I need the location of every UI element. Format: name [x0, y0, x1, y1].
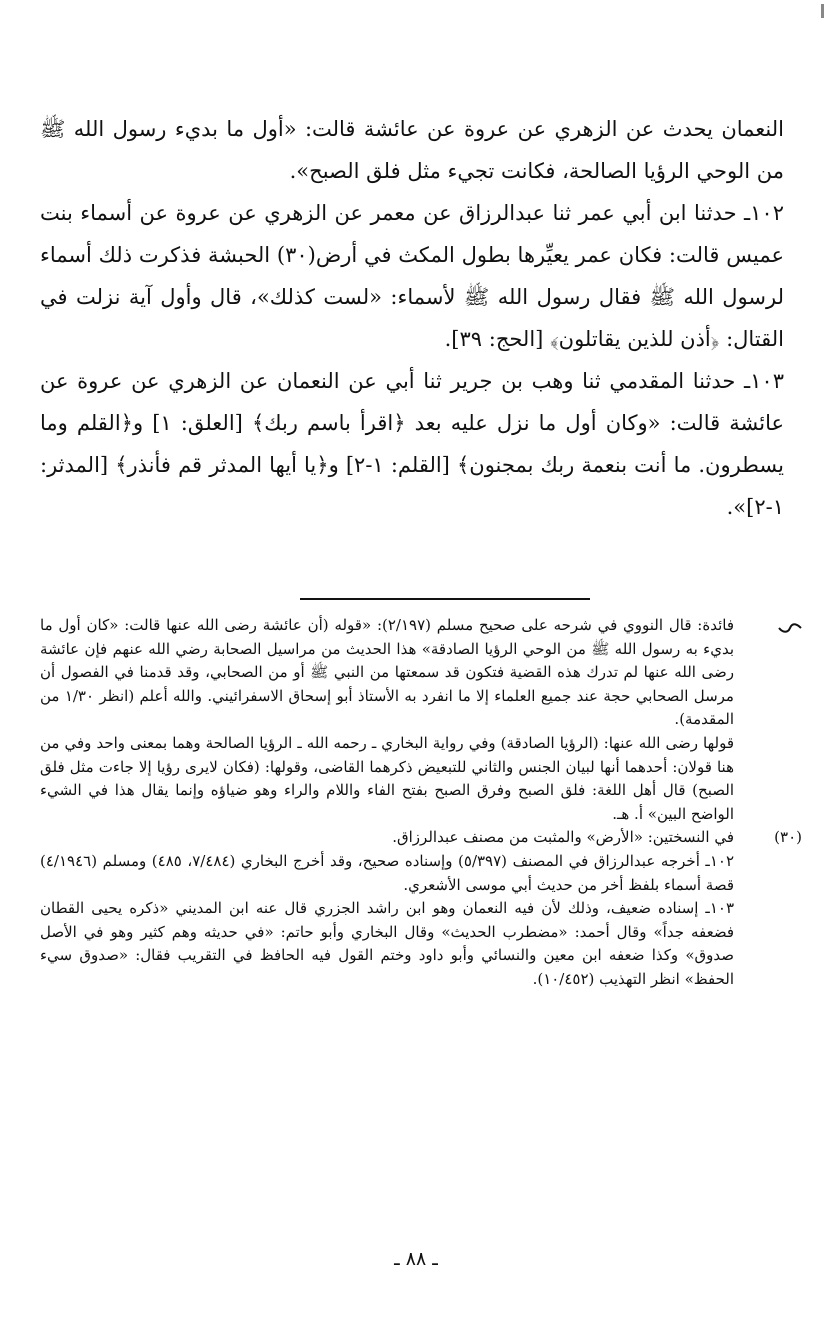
footnote-30-text: في النسختين: «الأرض» والمثبت من مصنف عبدالرزاق.: [392, 828, 734, 847]
footnote-number: (٣٠): [774, 828, 802, 847]
page-number: ـ ٨٨ ـ: [394, 1248, 438, 1270]
footnote-fayda-text-1: فائدة: قال النووي في شرحه على صحيح مسلم (٢/١٩٧): «قوله (أن عائشة رضى الله عنها قالت: «كان أول ما بديء به رسول الله ﷺ من الوحي الرؤيا الصادقة» هذا الحديث من مراسيل الصحابة رضي الله عنهم فإن عائشة رضى الله عنها لم تدرك هذه القضية فتكون قد سمعتها من النبي ﷺ أو من الصحابي، وقد قدمنا في الفصول أن مرسل الصحابي حجة عند جميع العلماء إلا ما انفرد به الأستاذ أبو إسحاق الاسفرائيني. والله أعلم (انظر ١/٣٠ من المقدمة).: [40, 616, 734, 729]
footnote-fayda: [40, 614, 802, 826]
hadith-103: ١٠٣ـ حدثنا المقدمي ثنا وهب بن جرير ثنا أبي عن النعمان عن الزهري عن عروة عن عائشة قالت: «وكان أول ما نزل عليه بعد ﴿اقرأ باسم ربك﴾ [العلق: ١] و﴿القلم وما يسطرون. ما أنت بنعمة ربك بمجنون﴾ [القلم: ١-٢] و﴿يا أيها المدثر قم فأنذر﴾ [المدثر: ١-٢]».: [40, 369, 784, 519]
footnote-marker: [742, 614, 802, 642]
footnote-102-text: ١٠٢ـ أخرجه عبدالرزاق في المصنف (٥/٣٩٧) وإسناده صحيح، وقد أخرج البخاري (٧/٤٨٤، ٤٨٥) ومسلم (٤/١٩٤٦) قصة أسماء بلفظ أخر من حديث أبي موسى الأشعري.: [40, 851, 734, 894]
main-text: [40, 108, 784, 528]
hadith-102: ١٠٢ـ حدثنا ابن أبي عمر ثنا عبدالرزاق عن معمر عن الزهري عن عروة عن أسماء بنت عميس قالت: فكان عمر يعيِّرها بطول المكث في أرض(٣٠) الحبشة فذكرت ذلك أسماء لرسول الله ﷺ فقال رسول الله ﷺ لأسماء: «لست كذلك»، قال وأول آية نزلت في القتال: ﴿أذن للذين يقاتلون﴾ [الحج: ٣٩].: [40, 201, 784, 351]
swirl-icon: [778, 622, 802, 634]
footnote-30: [40, 826, 802, 991]
footnote-103-text: ١٠٣ـ إسناده ضعيف، وذلك لأن فيه النعمان وهو ابن راشد الجزري قال عنه ابن المديني «ذكره يحيى القطان فضعفه جداً» وقال أحمد: «مضطرب الحديث» وقال البخاري وأبو حاتم: «في حديثه وهم كثير وهو في الأصل صدوق» وكذا ضعفه ابن معين والنسائي وأبو داود وختم القول فيه الحافظ في التقريب فقال: «صدوق سيء الحفظ» انظر التهذيب (١٠/٤٥٢).: [40, 899, 734, 988]
main-paragraph-1: النعمان يحدث عن الزهري عن عروة عن عائشة قالت: «أول ما بديء رسول الله ﷺ من الوحي الرؤيا الصالحة، فكانت تجيء مثل فلق الصبح».: [40, 117, 784, 183]
corner-tick: [821, 4, 824, 18]
footnote-fayda-text-2: قولها رضى الله عنها: (الرؤيا الصادقة) وفي رواية البخاري ـ رحمه الله ـ الرؤيا الصالحة وهما بمعنى واحد وفي من هنا قولان: أحدهما أنها لبيان الجنس والثاني للتبعيض ذكرهما القاضى، وقولها: (فكان لايرى رؤيا إلا جاءت مثل فلق الصبح) قال أهل اللغة: فلق الصبح وفرق الصبح بفتح الفاء واللام والراء وهو ضياؤه وإنما يقال هذا في الشيء الواضح البين» أ. هـ.: [40, 733, 735, 823]
footnotes: [40, 614, 802, 992]
footnote-separator: [300, 598, 590, 600]
